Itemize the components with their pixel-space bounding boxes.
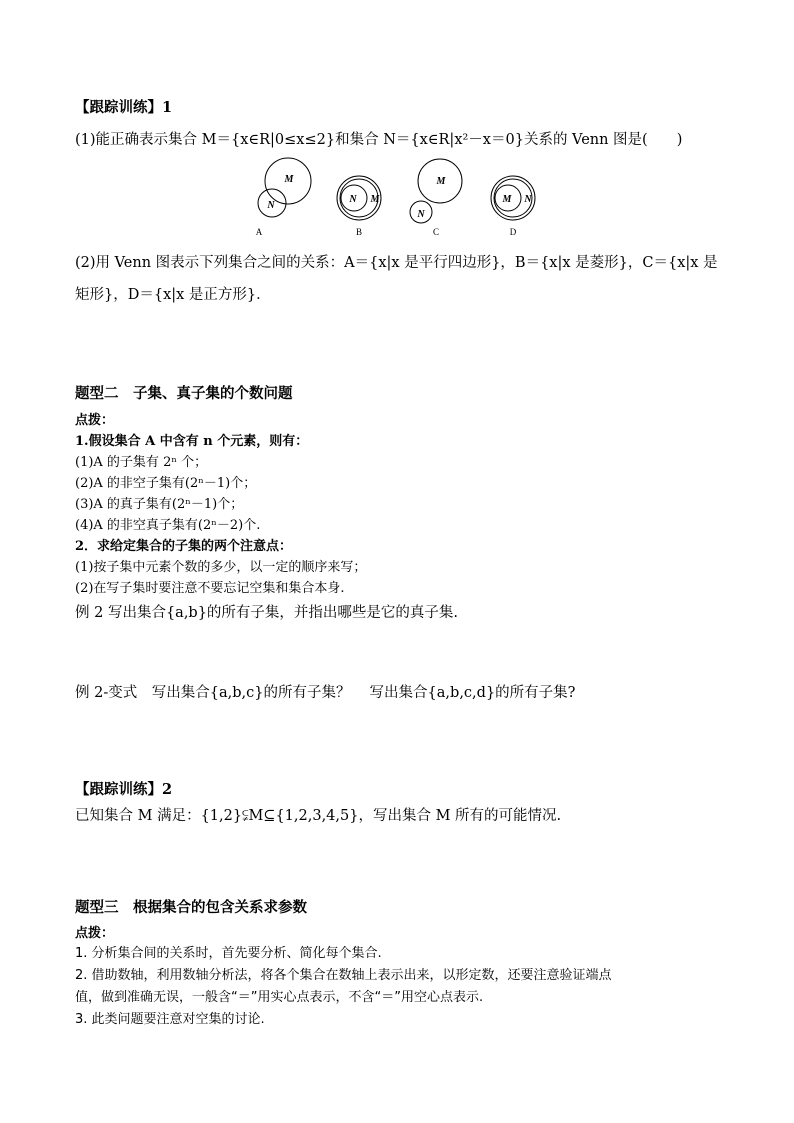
- type3-item: 值，做到准确无误，一般含“＝”用实心点表示，不含“＝”用空心点表示.: [75, 990, 484, 1005]
- type2-item: (3)A 的真子集有(2ⁿ－1)个；: [75, 497, 244, 512]
- venn-a-label-n: N: [267, 200, 275, 211]
- type2-heading: 题型二 子集、真子集的个数问题: [75, 385, 293, 402]
- type2-note: (1)按子集中元素个数的多少，以一定的顺序来写；: [75, 560, 367, 575]
- example-2: 例 2 写出集合{a,b}的所有子集，并指出哪些是它的真子集.: [75, 605, 459, 621]
- venn-option-label: D: [509, 227, 517, 237]
- type3-tip-label: 点拨：: [75, 926, 115, 941]
- venn-c-label-n: N: [417, 209, 425, 220]
- type2-note: (2)在写子集时要注意不要忘记空集和集合本身.: [75, 581, 345, 596]
- track2-question: 已知集合 M 满足：{1,2}⫋M⊆{1,2,3,4,5}，写出集合 M 所有的可能情况.: [75, 808, 562, 824]
- venn-b-label-m: M: [370, 194, 380, 205]
- track1-question-2-line1: (2)用 Venn 图表示下列集合之间的关系：A＝{x|x 是平行四边形}，B＝{x|x 是菱形}，C＝{x|x 是: [75, 255, 718, 271]
- venn-option-label: A: [255, 227, 263, 237]
- venn-d-label-m: M: [502, 194, 512, 205]
- track1-question-2-line2: 矩形}，D＝{x|x 是正方形}．: [75, 287, 271, 303]
- type3-item: 3. 此类问题要注意对空集的讨论.: [75, 1012, 265, 1027]
- type2-item: (2)A 的非空子集有(2ⁿ－1)个；: [75, 476, 257, 491]
- venn-d-label-n: N: [524, 194, 532, 205]
- type3-item: 1. 分析集合间的关系时，首先要分析、简化每个集合.: [75, 946, 382, 961]
- track2-heading: 【跟踪训练】2: [75, 781, 173, 798]
- example-2-variant: 例 2-变式 写出集合{a,b,c}的所有子集？ 写出集合{a,b,c,d}的所有子集?: [75, 685, 576, 701]
- venn-a-label-m: M: [284, 174, 294, 185]
- venn-b-label-n: N: [349, 194, 357, 205]
- type2-item: (1)A 的子集有 2ⁿ 个；: [75, 455, 208, 470]
- type3-heading: 题型三 根据集合的包含关系求参数: [75, 899, 307, 916]
- type2-rule-2: 2．求给定集合的子集的两个注意点：: [75, 539, 293, 554]
- venn-option-label: C: [432, 227, 440, 237]
- type2-item: (4)A 的非空真子集有(2ⁿ－2)个.: [75, 518, 261, 533]
- type2-rule-1: 1.假设集合 A 中含有 n 个元素，则有：: [75, 434, 309, 449]
- type3-item: 2. 借助数轴，利用数轴分析法，将各个集合在数轴上表示出来，以形定数，还要注意验证端点: [75, 968, 612, 983]
- track1-question-1: (1)能正确表示集合 M＝{x∈R|0≤x≤2}和集合 N＝{x∈R|x²－x＝0}关系的 Venn 图是( ): [75, 132, 683, 148]
- venn-option-label: B: [355, 227, 363, 237]
- venn-c-label-m: M: [436, 176, 446, 187]
- track1-heading: 【跟踪训练】1: [75, 99, 173, 116]
- type2-tip-label: 点拨：: [75, 413, 115, 428]
